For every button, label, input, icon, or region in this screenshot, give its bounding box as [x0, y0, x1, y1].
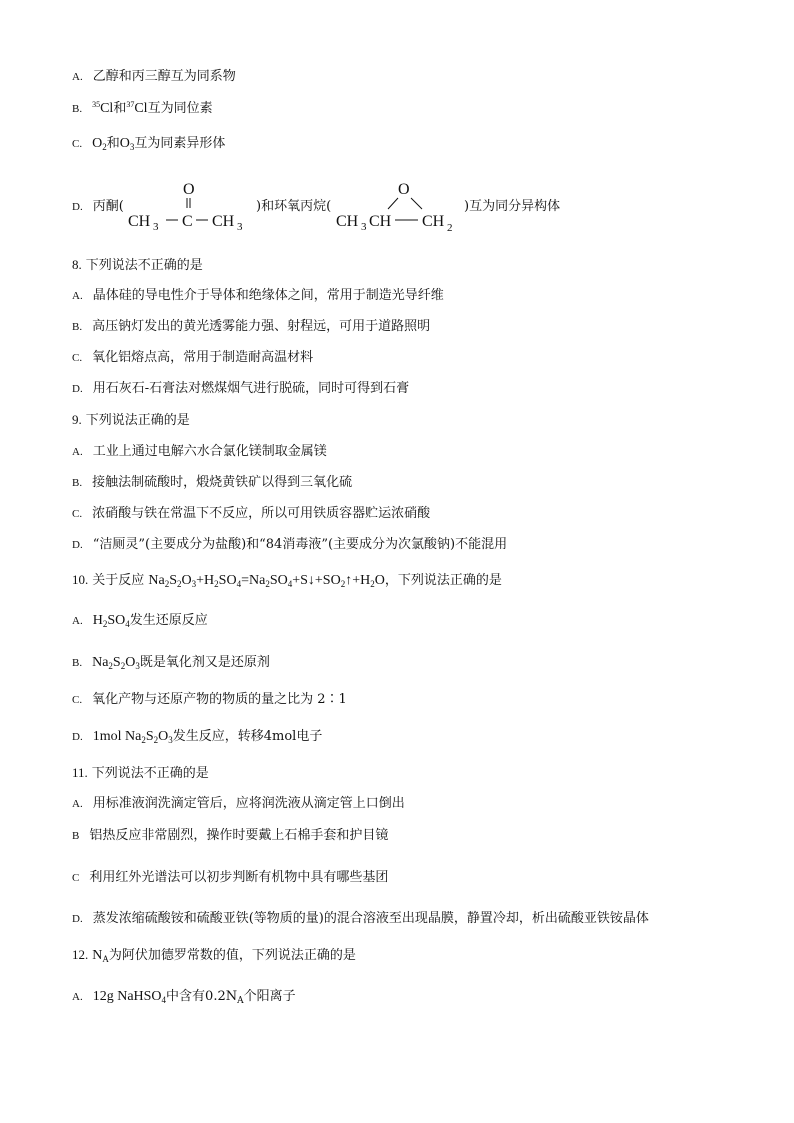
q7-option-b: B. $^{35}$Cl和$^{37}$Cl互为同位素 [72, 100, 213, 116]
q11-option-b: B 铝热反应非常剧烈，操作时要戴上石棉手套和护目镜 [72, 828, 389, 843]
q8-option-a: A. 晶体硅的导电性介于导体和绝缘体之间，常用于制造光导纤维 [72, 288, 444, 303]
q11-option-d: D. 蒸发浓缩硫酸铵和硫酸亚铁(等物质的量)的混合溶液至出现晶膜，静置冷却，析出硫酸亚铁铵晶体 [72, 911, 649, 926]
formula-na2s2o3-d: $Na_2S_2O_3$ [124, 729, 173, 745]
acetone-ch3-right: CH [212, 213, 235, 230]
formula-o3: $O_3$ [119, 136, 135, 152]
q7-option-d: D. 丙酮( [72, 199, 124, 214]
epoxide-ch3: CH [336, 213, 359, 230]
svg-text:3: 3 [361, 221, 367, 233]
q8-option-c: C. 氧化铝熔点高，常用于制造耐高温材料 [72, 350, 314, 365]
q9-option-c: C. 浓硝酸与铁在常温下不反应，所以可用铁质容器贮运浓硝酸 [72, 506, 431, 521]
formula-h2so4: $H_2SO_4$ [92, 613, 130, 629]
acetone-oxygen: O [183, 181, 195, 198]
isotope-cl37: $^{37}$Cl [126, 100, 148, 116]
isotope-cl35: $^{35}$Cl [92, 100, 114, 116]
q8-option-d: D. 用石灰石-石膏法对燃煤烟气进行脱硫，同时可得到石膏 [72, 381, 410, 396]
q9-option-d: D. “洁厕灵”(主要成分为盐酸)和“84消毒液”(主要成分为次氯酸钠)不能混用 [72, 537, 508, 552]
q8-option-b: B. 高压钠灯发出的黄光透雾能力强、射程远，可用于道路照明 [72, 319, 431, 334]
q10-option-d: D. 1mol $Na_2S_2O_3$发生反应，转移4mol电子 [72, 729, 323, 745]
acetone-carbonyl-carbon: C [182, 213, 193, 230]
q12-stem: 12. $N_A$为阿伏加德罗常数的值，下列说法正确的是 [72, 947, 356, 964]
svg-text:3: 3 [237, 221, 243, 232]
avogadro-symbol: $N_A$ [92, 948, 109, 964]
q11-stem: 11. 下列说法不正确的是 [72, 765, 209, 781]
q10-option-b: B. $Na_2S_2O_3$既是氧化剂又是还原剂 [72, 655, 270, 671]
epoxide-ch2: CH [422, 213, 445, 230]
q12-option-a: A. 12g NaHSO$_4$中含有$0.2N_A$个阳离子 [72, 989, 296, 1006]
formula-na2s2o3: $Na_2S_2O_3$ [92, 655, 140, 671]
q7-option-d-end: )互为同分异构体 [464, 199, 561, 214]
q10-stem: 10. 关于反应 $Na_2S_2O_3+H_2SO_4=Na_2SO_4+S↓+SO_2↑+H_2O$，下列说法正确的是 [72, 572, 502, 589]
svg-text:3: 3 [153, 221, 159, 232]
acetone-ch3-left: CH [128, 213, 151, 230]
q9-option-a: A. 工业上通过电解六水合氯化镁制取金属镁 [72, 444, 327, 459]
q11-option-a: A. 用标准液润洗滴定管后，应将润洗液从滴定管上口倒出 [72, 796, 405, 811]
q10-option-c: C. 氧化产物与还原产物的物质的量之比为 2∶1 [72, 692, 347, 707]
epoxypropane-structure [334, 176, 466, 238]
q10-reaction-equation: $Na_2S_2O_3+H_2SO_4=Na_2SO_4+S↓+SO_2↑+H_2O$ [148, 573, 385, 589]
acetone-structure [126, 176, 256, 236]
q11-option-c: C 利用红外光谱法可以初步判断有机物中具有哪些基团 [72, 870, 389, 885]
q8-stem: 8. 下列说法不正确的是 [72, 257, 203, 273]
q9-option-b: B. 接触法制硫酸时，煅烧黄铁矿以得到三氧化硫 [72, 475, 353, 490]
formula-o2: $O_2$ [92, 136, 107, 152]
epoxide-ch: CH [369, 213, 392, 230]
q9-stem: 9. 下列说法正确的是 [72, 412, 190, 428]
q7-option-a: A. 乙醇和丙三醇互为同系物 [72, 69, 236, 84]
q7-option-d-mid: )和环氧丙烷( [256, 199, 332, 214]
q7-option-c: C. $O_2$和$O_3$互为同素异形体 [72, 136, 226, 152]
svg-text:2: 2 [447, 222, 453, 234]
q10-option-a: A. $H_2SO_4$发生还原反应 [72, 613, 208, 629]
epoxide-oxygen: O [398, 181, 410, 198]
